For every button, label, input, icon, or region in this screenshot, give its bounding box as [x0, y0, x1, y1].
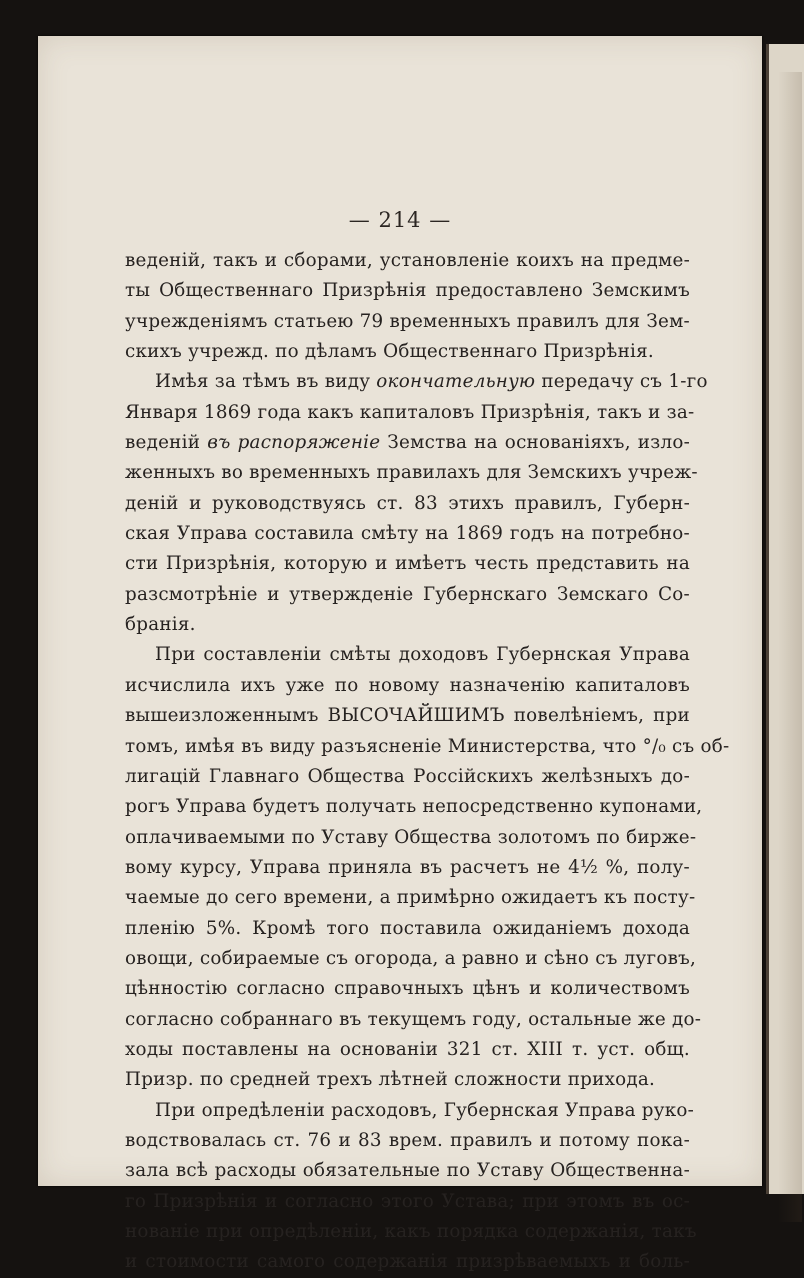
- text-line: и стоимости самого содержанія призрѣваемыхъ и боль-: [125, 1251, 690, 1273]
- text-line: женныхъ во временныхъ правилахъ для Земскихъ учреж-: [125, 462, 698, 484]
- text-line: деній и руководствуясь ст. 83 этихъ правилъ, Губерн-: [125, 492, 690, 514]
- text-line: рогъ Управа будетъ получать непосредственно купонами,: [125, 796, 703, 818]
- text-line: сти Призрѣнія, которую и имѣетъ честь представить на: [125, 553, 690, 575]
- text-line: Призр. по средней трехъ лѣтней сложности прихода.: [125, 1069, 656, 1091]
- text-line: веденій, такъ и сборами, установленіе коихъ на предме-: [125, 250, 690, 271]
- text-line: ская Управа составила смѣту на 1869 годъ на потребно-: [125, 523, 690, 545]
- text-line: чаемые до сего времени, а примѣрно ожидаетъ къ посту-: [125, 887, 696, 909]
- emphasized-phrase: окончательную: [376, 371, 536, 393]
- text-line: При опредѣленіи расходовъ, Губернская Управа руко-: [155, 1099, 695, 1121]
- text-line: Имѣя за тѣмъ въ виду окончательную передачу съ 1-го: [155, 371, 708, 393]
- text-line: учрежденіямъ статьею 79 временныхъ правилъ для Зем-: [125, 310, 690, 332]
- text-line: бранія.: [125, 614, 196, 636]
- page-gutter-shadow: [778, 72, 802, 1222]
- text-line: исчислила ихъ уже по новому назначенію капиталовъ: [125, 674, 690, 696]
- text-line: пленію 5%. Кромѣ того поставила ожиданіемъ дохода: [125, 917, 690, 939]
- text-line: томъ, имѣя въ виду разъясненіе Министерства, что °/₀ съ об-: [125, 735, 730, 757]
- text-line: го Призрѣнія и согласно этого Устава; при этомъ въ ос-: [125, 1190, 690, 1212]
- text-line: веденій въ распоряженіе Земства на основаніяхъ, изло-: [125, 432, 691, 454]
- text-line: Января 1869 года какъ капиталовъ Призрѣнія, такъ и за-: [125, 401, 695, 423]
- text-line: вышеизложеннымъ ВЫСОЧАЙШИМЪ повелѣніемъ, при: [125, 705, 690, 727]
- text-line: ты Общественнаго Призрѣнія предоставлено Земскимъ: [125, 280, 690, 302]
- text-line: нованіе при опредѣленіи, какъ порядка содержанія, такъ: [125, 1221, 697, 1242]
- text-line: водствовалась ст. 76 и 83 врем. правилъ и потому пока-: [125, 1129, 690, 1151]
- text-line: зала всѣ расходы обязательные по Уставу Общественна-: [125, 1160, 690, 1182]
- book-page: [38, 36, 762, 1273]
- text-line: согласно собраннаго въ текущемъ году, остальные же до-: [125, 1008, 702, 1030]
- text-line: разсмотрѣніе и утвержденіе Губернскаго Земскаго Со-: [125, 583, 690, 605]
- text-line: овощи, собираемые съ огорода, а равно и сѣно съ луговъ,: [125, 947, 697, 969]
- text-line: При составленіи смѣты доходовъ Губернская Управа: [155, 644, 690, 666]
- text-line: скихъ учрежд. по дѣламъ Общественнаго Призрѣнія.: [125, 341, 654, 363]
- emphasized-phrase: въ распоряженіе: [207, 432, 381, 454]
- text-line: оплачиваемыми по Уставу Общества золотомъ по бирже-: [125, 826, 697, 848]
- text-line: ходы поставлены на основаніи 321 ст. XIII т. уст. общ.: [125, 1038, 690, 1060]
- text-line: цѣнностію согласно справочныхъ цѣнъ и количествомъ: [125, 978, 690, 1000]
- text-line: лигацій Главнаго Общества Россійскихъ желѣзныхъ до-: [125, 765, 690, 787]
- body-text: [125, 246, 730, 1278]
- page-number: — 214 —: [348, 208, 452, 232]
- text-line: вому курсу, Управа приняла въ расчетъ не 4½ %, полу-: [125, 856, 690, 878]
